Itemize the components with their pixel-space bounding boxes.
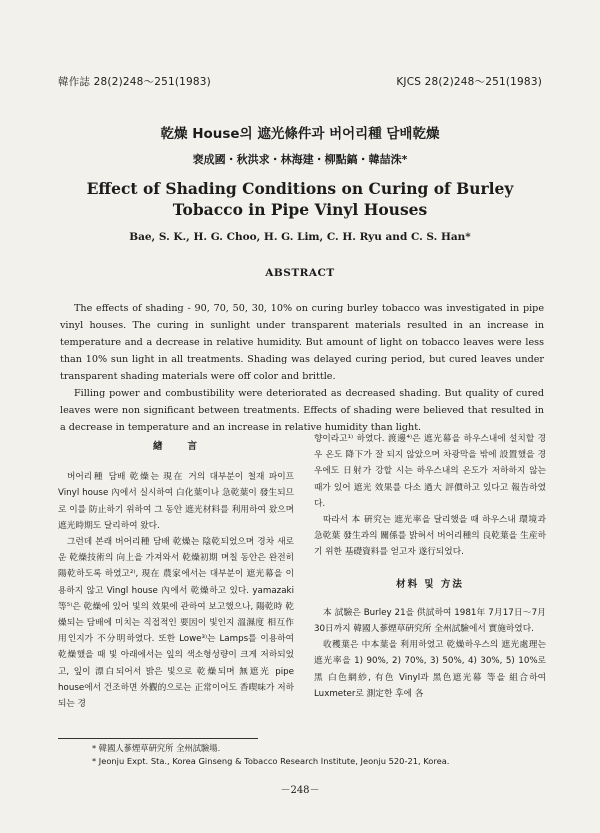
right-column	[314, 431, 546, 702]
title-english-line-1: Effect of Shading Conditions on Curing of Burley	[86, 179, 514, 198]
body-paragraph: 향이라고¹⁾ 하였다. 渡邊⁴⁾은 遮光幕을 하우스내에 설치할 경우 온도 降下가 잘 되지 않았으며 차광막을 밖에 設置했을 경우에도 日射가 강할 시는 하우스내의 온도가 저하하지 않는 때가 있어 遮光 效果를 다소 過大 評價하고 있다고 報告하였다.	[314, 434, 546, 509]
left-column	[58, 431, 294, 712]
body-paragraph: 收穫葉은 中本葉을 利用하였고 乾燥하우스의 遮光處理는 遮光率을 1) 90%, 2) 70%, 3) 50%, 4) 30%, 5) 10%로 黑 白色網紗, 有色 Vinyl과 黑色遮光幕 等을 組合하여 Luxmeter로 測定한 후에 各	[314, 640, 546, 699]
journal-citation-korean: 韓作誌 28(2)248～251(1983)	[58, 76, 211, 88]
abstract-paragraph: Filling power and combustibility were deteriorated as decreased shading. But quality of cured leaves were non significant between treatments. Effects of shading were believed that resulted in a decrease in temperature and an increase in relative humidity than light.	[60, 388, 544, 433]
footnote-korean: * 韓國人蔘煙草硏究所 全州試驗場.	[92, 743, 221, 753]
body-paragraph: 따라서 本 硏究는 遮光率을 달리했을 때 하우스내 環境과 急乾葉 發生과의 關係를 밝혀서 버어리種의 良乾葉을 生産하기 위한 基礎資料를 얻고자 遂行되었다.	[314, 515, 546, 558]
title-korean: 乾燥 House의 遮光條件과 버어리種 담배乾燥	[160, 126, 440, 142]
title-english-line-2: Tobacco in Pipe Vinyl Houses	[172, 200, 428, 219]
journal-citation-english: KJCS 28(2)248～251(1983)	[396, 76, 542, 88]
page-number: －248－	[280, 785, 320, 796]
methods-heading: 材料 및 方法	[396, 578, 464, 590]
authors-english: Bae, S. K., H. G. Choo, H. G. Lim, C. H. Ryu and C. S. Han*	[129, 231, 471, 243]
authors-korean: 裵成國・秋洪求・林海建・柳點鎬・韓喆洙*	[192, 153, 408, 166]
abstract-paragraph: The effects of shading - 90, 70, 50, 30, 10% on curing burley tobacco was investigated in pipe vinyl houses. The curing in sunlight under transparent materials resulted in an increase in temperature and a decrease in relative humidity. But amount of light on tobacco leaves were less than 10% sun light in all treatments. Shading was delayed curing period, but cured leaves under transparent shading materials were off color and brittle.	[60, 303, 544, 382]
footnote-divider	[58, 738, 258, 739]
body-paragraph: 本 試驗은 Burley 21을 供試하여 1981年 7月17日～7月 30日까지 韓國人蔘煙草硏究所 全州試驗에서 實施하였다.	[314, 607, 546, 635]
introduction-heading: 緖 言	[152, 441, 199, 452]
footnote-english: * Jeonju Expt. Sta., Korea Ginseng & Tobacco Research Institute, Jeonju 520-21, Korea.	[92, 756, 450, 766]
body-paragraph: 그런데 본래 버어리種 담배 乾燥는 陰乾되었으며 경차 새로운 乾燥技術의 向上을 가져와서 乾燥初期 며칠 동안은 완전히 陽乾하도록 하였고²⁾, 現在 農家에서는 대부분이 遮光幕을 이용하지 않고 Vingl house 內에서 乾燥하고 있다. yamazaki 等⁵⁾은 乾燥에 있어 빛의 效果에 관하여 보고했으나, 陽乾時 乾燥되는 담배에 미치는 직접적인 要因이 빛인지 溫濕度 相互作用인지가 不分明하였다. 또한 Lowe³⁾는 Lamps를 이용하여 乾燥했을 때 빛 아래에서는 잎의 색소형성량이 크게 저하되었고, 잎이 漂白되어서 밝은 빛으로 乾燥되며 無遮光 pipe house에서 건조하면 外觀的으로는 正常이어도 香喫味가 저하되는 경	[58, 537, 294, 710]
body-paragraph: 버어리種 담배 乾燥는 現在 거의 대부분이 철재 파이프 Vinyl house 內에서 실시하여 白化葉이나 急乾葉이 發生되므로 이를 防止하기 위하여 그 동안 遮光材料를 利用하여 왔으며 遮光時期도 달리하여 왔다.	[58, 472, 294, 531]
title-english	[0, 178, 600, 220]
abstract-body	[60, 300, 544, 436]
abstract-heading: ABSTRACT	[265, 267, 335, 279]
